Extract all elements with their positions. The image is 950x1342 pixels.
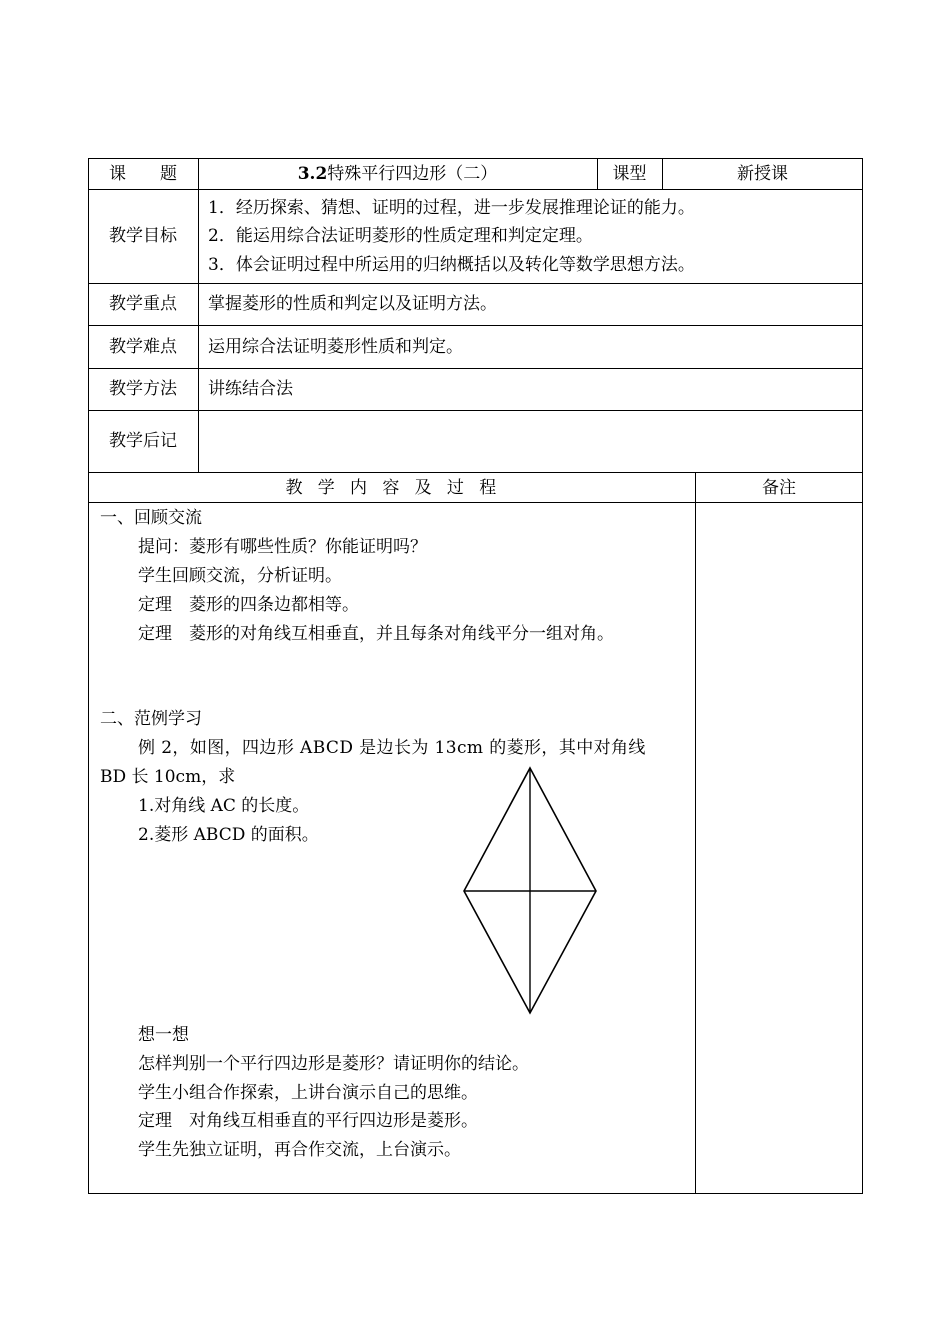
section1-line: 定理 菱形的四条边都相等。 [138, 595, 359, 615]
postscript-label: 教学后记 [109, 431, 177, 451]
section1-title: 一、回顾交流 [100, 508, 202, 528]
section3-line: 定理 对角线互相垂直的平行四边形是菱形。 [138, 1111, 478, 1131]
section1-line: 学生回顾交流，分析证明。 [138, 566, 342, 586]
topic-label: 课 题 [109, 164, 177, 184]
row-divider [88, 502, 863, 503]
notes-label: 备注 [762, 478, 796, 498]
key-points-value: 掌握菱形的性质和判定以及证明方法。 [208, 294, 497, 314]
row-divider [88, 283, 863, 284]
row-divider [88, 325, 863, 326]
method-label: 教学方法 [109, 379, 177, 399]
topic-number: 3.2 [297, 164, 328, 184]
example-line: 例 2，如图，四边形 ABCD 是边长为 13cm 的菱形，其中对角线 [138, 738, 646, 758]
row-divider [88, 368, 863, 369]
topic-title-text: 特殊平行四边形（二） [327, 164, 498, 184]
question-2: 2.菱形 ABCD 的面积。 [138, 825, 319, 845]
key-points-label: 教学重点 [109, 294, 177, 314]
topic-title [198, 164, 597, 184]
row-divider [88, 410, 863, 411]
objective-item: 1．经历探索、猜想、证明的过程，进一步发展推理论证的能力。 [208, 198, 695, 218]
row-divider [88, 189, 863, 190]
difficulties-label: 教学难点 [109, 337, 177, 357]
method-value: 讲练结合法 [208, 379, 293, 399]
col-divider [695, 472, 696, 1194]
example-line: BD 长 10cm，求 [100, 767, 236, 787]
objective-item: 3．体会证明过程中所运用的归纳概括以及转化等数学思想方法。 [208, 255, 695, 275]
section1-line: 提问：菱形有哪些性质？你能证明吗？ [138, 537, 427, 557]
type-label: 课型 [612, 164, 647, 184]
rhombus-figure [455, 760, 605, 1020]
row-divider [88, 472, 863, 473]
section3-line: 学生先独立证明，再合作交流，上台演示。 [138, 1140, 461, 1160]
difficulties-value: 运用综合法证明菱形性质和判定。 [208, 337, 463, 357]
section3-line: 学生小组合作探索，上讲台演示自己的思维。 [138, 1083, 478, 1103]
section3-line: 怎样判别一个平行四边形是菱形？请证明你的结论。 [138, 1054, 529, 1074]
content-header-label: 教学内容及过程 [285, 478, 512, 498]
section1-line: 定理 菱形的对角线互相垂直，并且每条对角线平分一组对角。 [138, 624, 614, 644]
question-1: 1.对角线 AC 的长度。 [138, 796, 310, 816]
type-value: 新授课 [737, 164, 788, 184]
objective-item: 2．能运用综合法证明菱形的性质定理和判定定理。 [208, 226, 593, 246]
objectives-label: 教学目标 [109, 226, 177, 246]
section2-title: 二、范例学习 [100, 709, 202, 729]
section3-title: 想一想 [138, 1025, 189, 1045]
col-divider [198, 158, 199, 473]
